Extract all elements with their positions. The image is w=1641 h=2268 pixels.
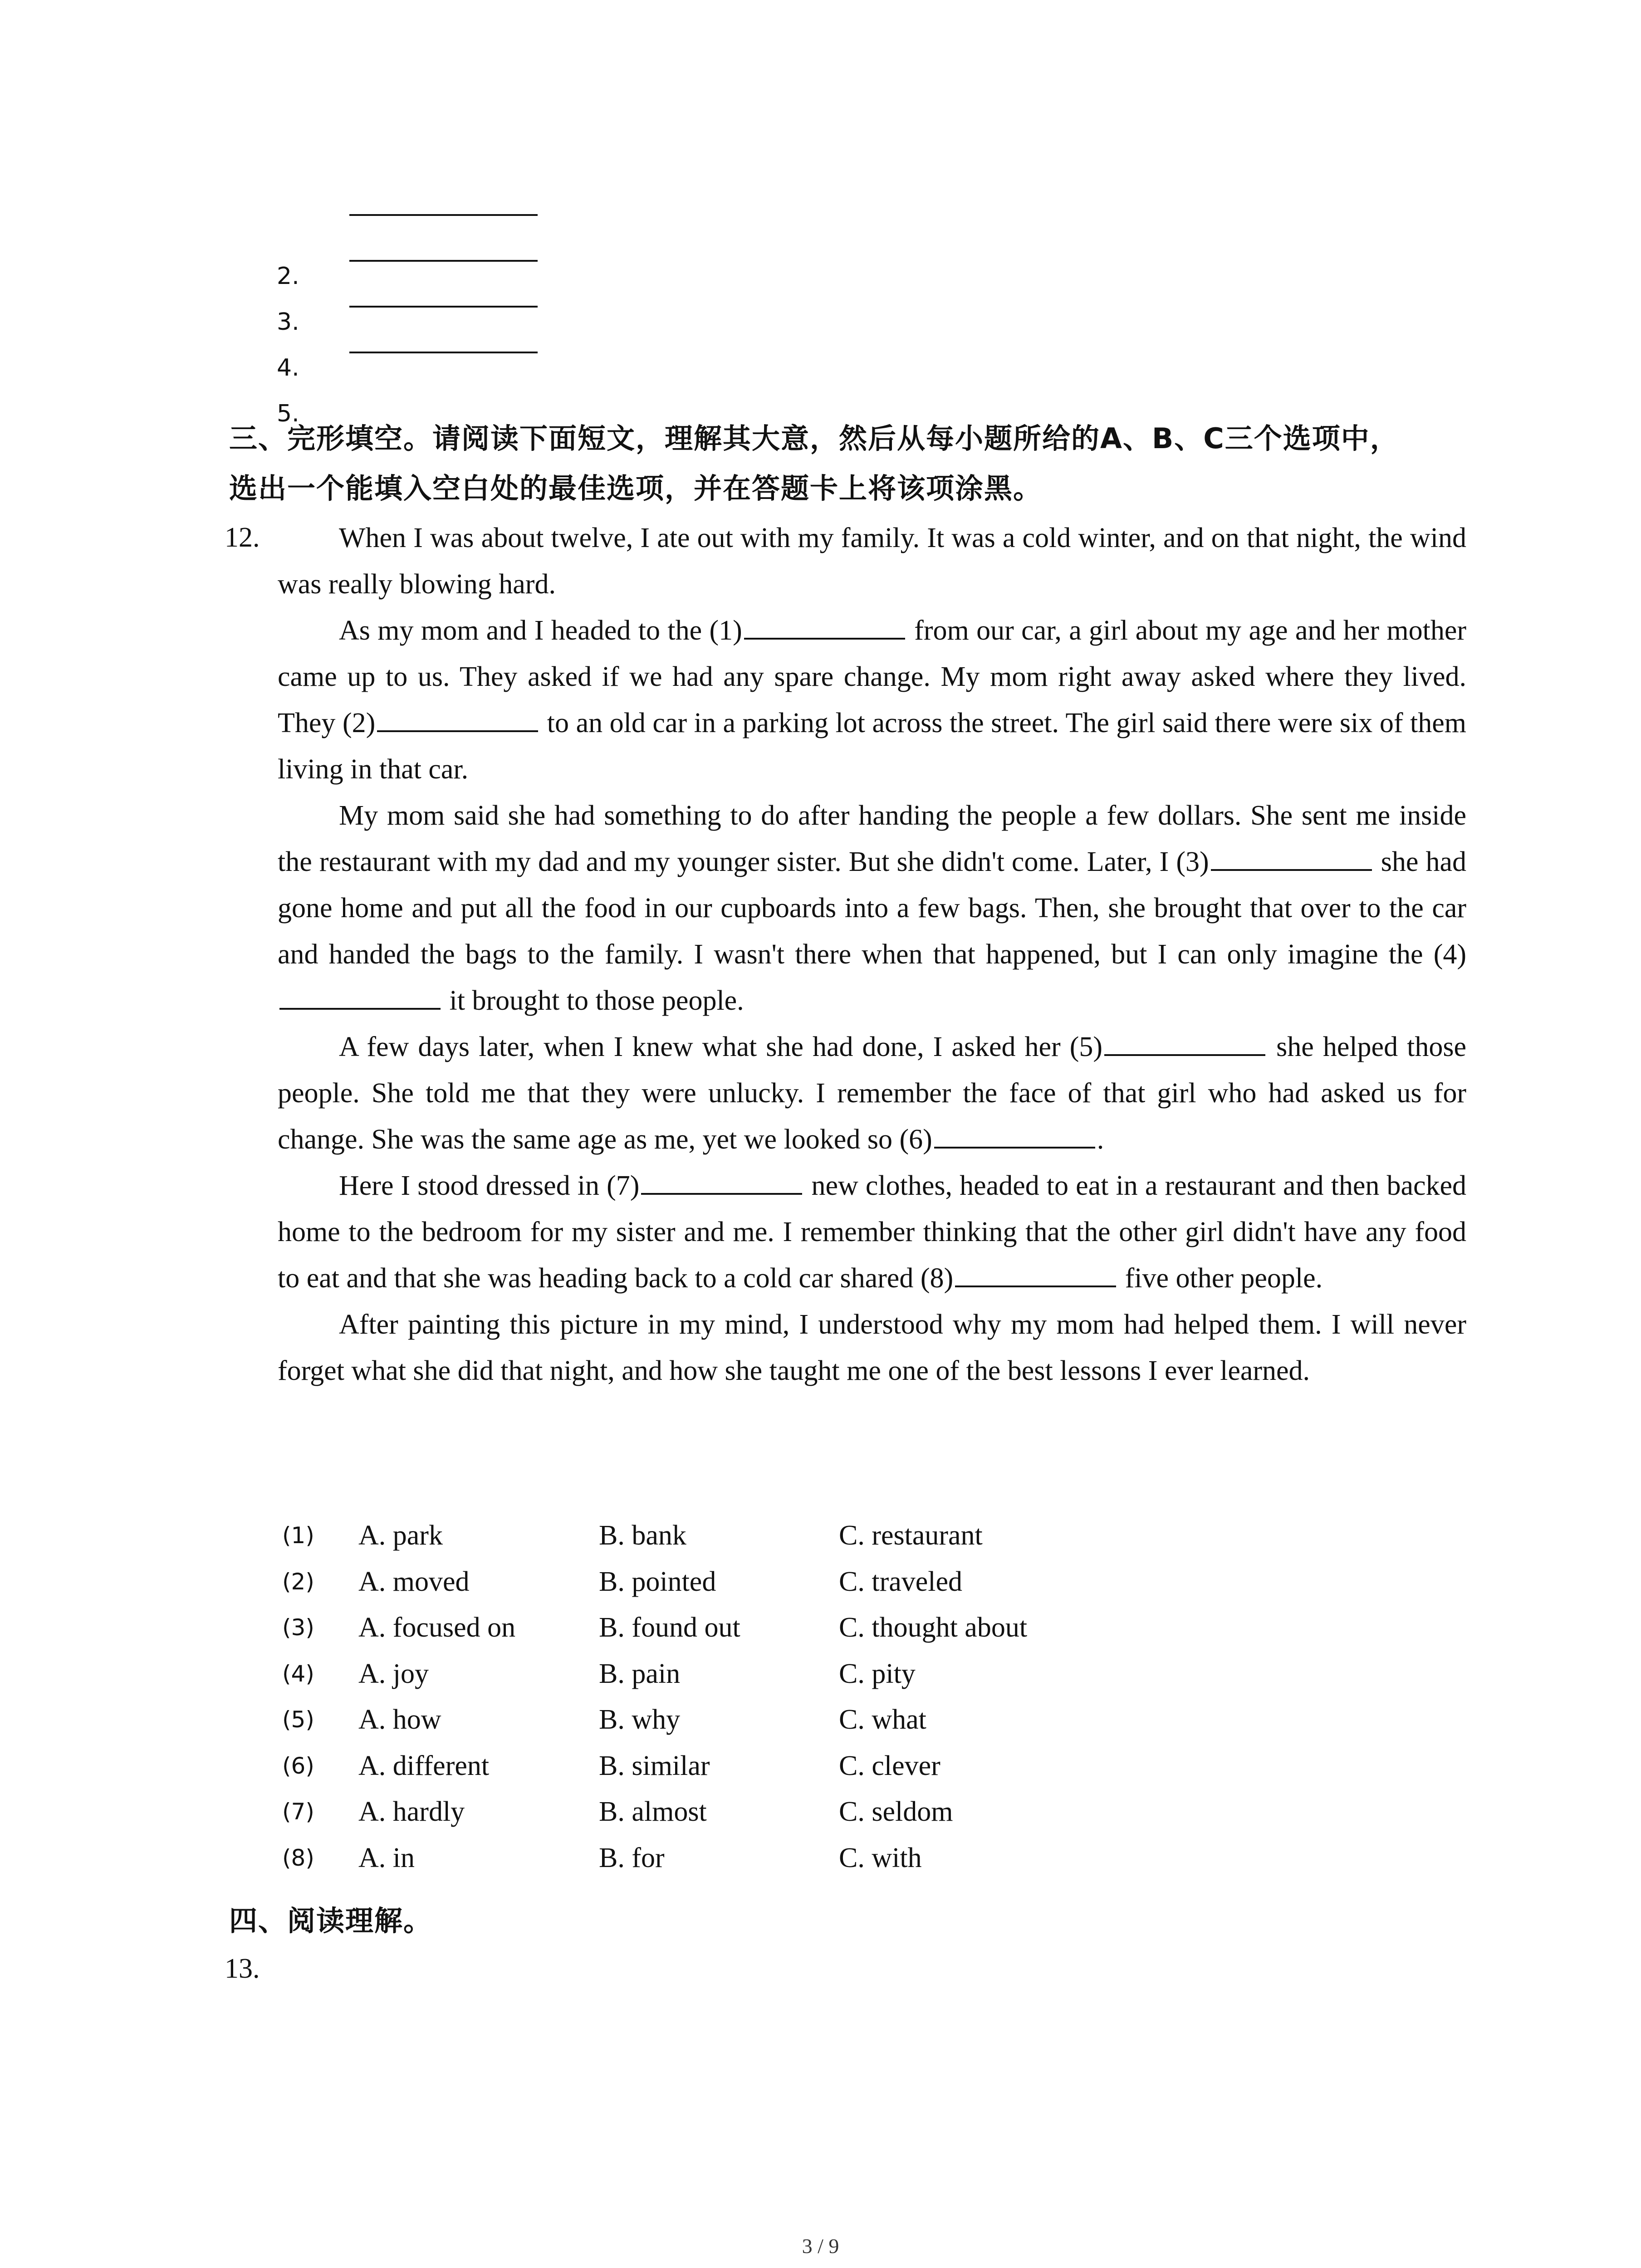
option-b[interactable]: B. for [599, 1842, 665, 1873]
cloze-blank-3[interactable] [1211, 844, 1372, 871]
option-a[interactable]: A. joy [358, 1658, 429, 1689]
paragraph-text: Here I stood dressed in (7) [339, 1170, 640, 1201]
option-b[interactable]: B. bank [599, 1520, 686, 1551]
cloze-blank-8[interactable] [955, 1260, 1116, 1287]
option-b[interactable]: B. pain [599, 1658, 681, 1689]
cloze-blank-5[interactable] [1104, 1029, 1265, 1056]
option-b[interactable]: B. similar [599, 1750, 710, 1781]
paragraph-text: new clothes, headed to eat in a restaurant and then backed home to the bedroom for my sister and me. I remember thinking that the other girl didn't have any food to eat and that she was heading back to a cold car shared (8) [278, 1170, 1466, 1294]
paragraph-text: she had gone home and put all the food in our cupboards into a few bags. Then, she brought that over to the car and handed the bags to the family. I wasn't there when that happened, but I can only imagine the (4) [278, 846, 1466, 970]
option-a[interactable]: A. different [358, 1750, 490, 1781]
option-a[interactable]: A. how [358, 1704, 441, 1735]
paragraph-text: When I was about twelve, I ate out with my family. It was a cold winter, and on that night, the wind was really blowing hard. [278, 523, 1466, 600]
option-a[interactable]: A. park [358, 1520, 443, 1551]
passage-paragraph [278, 515, 1466, 607]
passage-paragraph [278, 1301, 1466, 1394]
option-b[interactable]: B. pointed [599, 1566, 716, 1597]
answer-number: 5. [277, 400, 299, 427]
answer-blank-line [349, 260, 538, 262]
option-b[interactable]: B. why [599, 1704, 681, 1735]
option-number: (2) [282, 1568, 314, 1595]
paragraph-text: it brought to those people. [442, 985, 744, 1016]
answer-blank-line [349, 214, 538, 216]
option-row [278, 1840, 1185, 1886]
paragraph-text: After painting this picture in my mind, I understood why my mom had helped them. I will never forget what she did that night, and how she taught me one of the best lessons I ever learned. [278, 1309, 1466, 1386]
passage-paragraph [278, 607, 1466, 792]
cloze-blank-2[interactable] [377, 705, 538, 732]
page-number: 3 / 9 [802, 2234, 839, 2258]
cloze-blank-1[interactable] [744, 612, 905, 640]
paragraph-text: . [1097, 1124, 1104, 1155]
option-c[interactable]: C. what [839, 1704, 926, 1735]
option-row [278, 1517, 1185, 1564]
option-c[interactable]: C. pity [839, 1658, 916, 1689]
cloze-passage [278, 515, 1466, 1394]
option-c[interactable]: C. seldom [839, 1796, 953, 1827]
option-a[interactable]: A. focused on [358, 1612, 516, 1643]
passage-paragraph [278, 1163, 1466, 1301]
option-c[interactable]: C. clever [839, 1750, 941, 1781]
section-3-heading-line-2: 选出一个能填入空白处的最佳选项，并在答题卡上将该项涂黑。 [229, 472, 1043, 505]
paragraph-text: My mom said she had something to do after handing the people a few dollars. She sent me inside the restaurant with my dad and my younger sister. But she didn't come. Later, I (3) [278, 800, 1466, 877]
option-row [278, 1701, 1185, 1748]
cloze-blank-6[interactable] [934, 1121, 1095, 1149]
answer-options [278, 1517, 1185, 1886]
answer-blank-line [349, 352, 538, 353]
option-b[interactable]: B. found out [599, 1612, 740, 1643]
answer-number: 3. [277, 308, 299, 336]
option-number: (8) [282, 1844, 314, 1871]
question-number: 12. [225, 522, 260, 553]
paragraph-text: to an old car in a parking lot across the street. The girl said there were six of them living in that car. [278, 708, 1467, 785]
option-row [278, 1794, 1185, 1840]
option-c[interactable]: C. with [839, 1842, 922, 1873]
option-c[interactable]: C. thought about [839, 1612, 1028, 1643]
answer-number: 4. [277, 354, 299, 381]
option-number: (3) [282, 1614, 314, 1641]
option-row [278, 1609, 1185, 1656]
option-row [278, 1564, 1185, 1610]
cloze-blank-7[interactable] [641, 1168, 802, 1195]
option-a[interactable]: A. moved [358, 1566, 470, 1597]
option-number: (6) [282, 1752, 314, 1779]
paragraph-text: As my mom and I headed to the (1) [339, 615, 742, 646]
answer-blank-line [349, 306, 538, 308]
section-3-heading-line-1: 三、完形填空。请阅读下面短文，理解其大意，然后从每小题所给的A、B、C三个选项中， [229, 422, 1399, 455]
paragraph-text: from our car, a girl about my age and her mother came up to us. They asked if we had any spare change. My mom right away asked where they lived. They (2) [278, 615, 1466, 738]
cloze-blank-4[interactable] [279, 982, 441, 1010]
option-b[interactable]: B. almost [599, 1796, 707, 1827]
passage-paragraph [278, 792, 1466, 1024]
paragraph-text: A few days later, when I knew what she had done, I asked her (5) [339, 1031, 1103, 1062]
paragraph-text: five other people. [1118, 1263, 1323, 1294]
option-a[interactable]: A. in [358, 1842, 415, 1873]
section-3-heading [229, 414, 1463, 513]
option-a[interactable]: A. hardly [358, 1796, 465, 1827]
section-4-heading: 四、阅读理解。 [229, 1904, 433, 1937]
answer-number: 2. [277, 263, 299, 290]
option-c[interactable]: C. restaurant [839, 1520, 983, 1551]
option-c[interactable]: C. traveled [839, 1566, 963, 1597]
option-number: (5) [282, 1706, 314, 1733]
option-row [278, 1656, 1185, 1702]
option-number: (7) [282, 1799, 314, 1825]
question-number: 13. [225, 1953, 260, 1984]
option-number: (1) [282, 1522, 314, 1549]
passage-paragraph [278, 1024, 1466, 1163]
option-row [278, 1748, 1185, 1794]
option-number: (4) [282, 1660, 314, 1687]
paragraph-text: she helped those people. She told me that they were unlucky. I remember the face of that girl who had asked us for change. She was the same age as me, yet we looked so (6) [278, 1031, 1467, 1155]
